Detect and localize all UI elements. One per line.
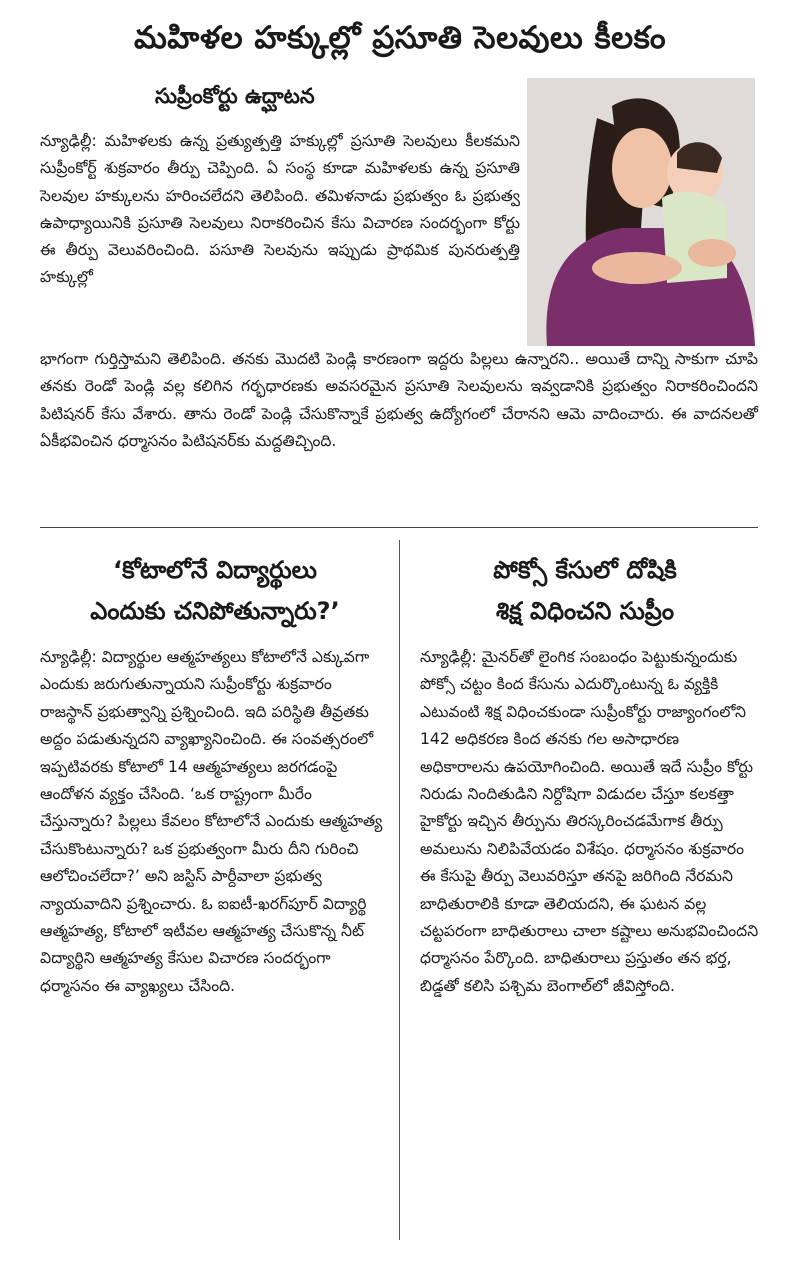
main-story-body-wide: భాగంగా గుర్తిస్తామని తెలిపింది. తనకు మొదటి పెండ్లి కారణంగా ఇద్దరు పిల్లలు ఉన్నారని.. అయితే దాన్ని సాకుగా చూపి తనకు రెండో పెండ్లి వల్ల కలిగిన గర్భధారణకు అవసరమైన ప్రసూతి సెలవులను ఇవ్వడానికి ప్రభుత్వం నిరాకరించిందని పిటిషనర్ కేసు వేశారు. తాను రెండో పెండ్లి చేసుకొన్నాకే ప్రభుత్వ ఉద్యోగంలో చేరానని ఆమె వాదించారు. ఈ వాదనలతో ఏకీభవించిన ధర్మాసనం పిటిషనర్‌కు మద్దతిచ్చింది. (40, 350, 758, 450)
left-story-body: న్యూఢిల్లీ: విద్యార్థుల ఆత్మహత్యలు కోటాలోనే ఎక్కువగా ఎందుకు జరుగుతున్నాయని సుప్రీంకోర్టు శుక్రవారం రాజస్థాన్ ప్రభుత్వాన్ని ప్రశ్నించింది. ఇది పరిస్థితి తీవ్రతకు అద్దం పడుతున్నదని వ్యాఖ్యానించింది. ఈ సంవత్సరంలో ఇప్పటివరకు కోటాలో 14 ఆత్మహత్యలు జరగడంపై ఆందోళన వ్యక్తం చేసింది. ‘ఒక రాష్ట్రంగా మీరేం చేస్తున్నారు? పిల్లలు కేవలం కోటాలోనే ఎందుకు ఆత్మహత్య చేసుకొంటున్నారు? ఒక ప్రభుత్వంగా మీరు దీని గురించి ఆలోచించలేదా?’ అని జస్టిస్ పార్దీవాలా ప్రభుత్వ న్యాయవాదిని ప్రశ్నించారు. ఓ ఐఐటీ-ఖరగ్‌పూర్ విద్యార్థి ఆత్మహత్య, కోటాలో ఇటీవల ఆత్మహత్య చేసుకొన్న నీట్ విద్యార్థిని ఆత్మహత్య కేసుల విచారణ సందర్భంగా ధర్మాసనం ఈ వ్యాఖ్యలు చేసింది. (40, 648, 383, 995)
right-story-body: న్యూఢిల్లీ: మైనర్‌తో లైంగిక సంబంధం పెట్టుకున్నందుకు పోక్సో చట్టం కింద కేసును ఎదుర్కొంటున్న ఓ వ్యక్తికి ఎటువంటి శిక్ష విధించకుండా సుప్రీంకోర్టు రాజ్యాంగంలోని 142 అధికరణ కింద తనకు గల అసాధారణ అధికారాలను ఉపయోగించింది. అయితే ఇదే సుప్రీం కోర్టు నిరుడు నిందితుడిని నిర్దోషిగా విడుదల చేస్తూ కలకత్తా హైకోర్టు ఇచ్చిన తీర్పును తిరస్కరించడమేగాక తీర్పు అమలును నిలిపివేయడం విశేషం. ధర్మాసనం శుక్రవారం ఈ కేసుపై తీర్పు వెలువరిస్తూ తనపై జరిగింది నేరమని బాధితురాలికి కూడా తెలియదని, ఈ ఘటన వల్ల చట్టపరంగా బాధితురాలు చాలా కష్టాలు అనుభవించిందని ధర్మాసనం పేర్కొంది. బాధితురాలు ప్రస్తుతం తన భర్త, బిడ్డతో కలిసి పశ్చిమ బెంగాల్‌లో జీవిస్తోంది. (420, 648, 759, 995)
right-headline-line-1: పోక్సో కేసులో దోషికి (493, 556, 677, 584)
left-headline-line-2: ఎందుకు చనిపోతున్నారు?’ (90, 597, 340, 625)
main-headline: మహిళల హక్కుల్లో ప్రసూతి సెలవులు కీలకం (133, 20, 667, 56)
right-story-headline (410, 550, 760, 632)
section-divider (40, 527, 758, 528)
main-subheadline: సుప్రీంకోర్టు ఉద్ఘాటన (155, 84, 315, 108)
right-headline-line-2: శిక్ష విధించని సుప్రీం (495, 597, 675, 625)
main-story-body-column: న్యూఢిల్లీ: మహిళలకు ఉన్న ప్రత్యుత్పత్తి హక్కుల్లో ప్రసూతి సెలవులు కీలకమని సుప్రీంకోర్ట్ శుక్రవారం తీర్పు చెప్పింది. ఏ సంస్థ కూడా మహిళలకు ఉన్న ప్రసూతి సెలవుల హక్కులను హరించలేదని తెలిపింది. తమిళనాడు ప్రభుత్వం ఓ ప్రభుత్వ ఉపాధ్యాయినికి ప్రసూతి సెలవులు నిరాకరించిన కేసు విచారణ సందర్భంగా కోర్టు ఈ తీర్పు వెలువరించింది. పసూతి సెలవును ఇప్పుడు ప్రాథమిక పునరుత్పత్తి హక్కుల్లో (40, 132, 520, 287)
mother-baby-illustration (527, 78, 755, 346)
column-divider (399, 540, 400, 1240)
left-headline-line-1: ‘కోటాలోనే విద్యార్థులు (113, 556, 317, 584)
mother-baby-photo (527, 78, 755, 346)
left-story-headline (40, 550, 390, 632)
